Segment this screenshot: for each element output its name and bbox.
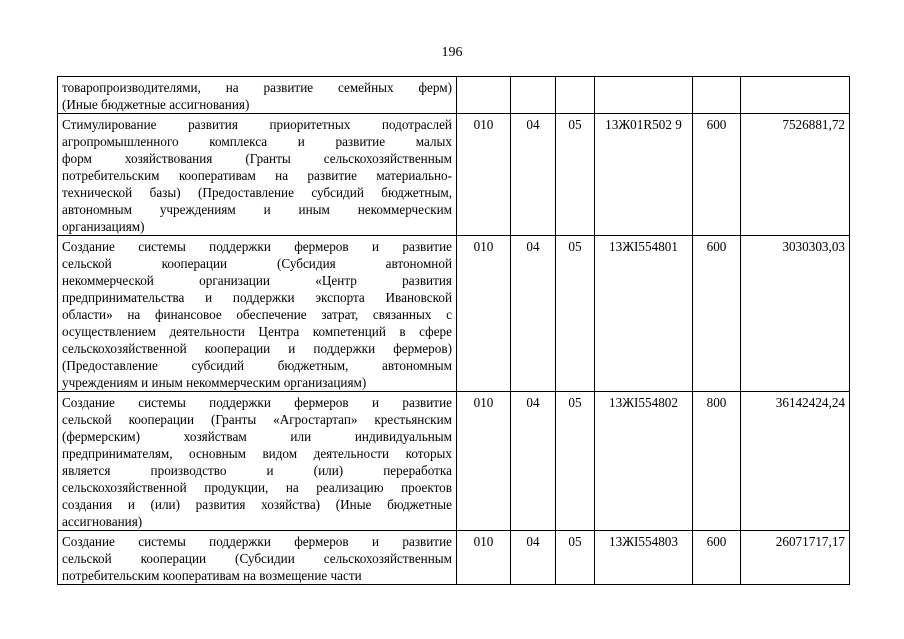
description-line: предпринимательства и поддержки экспорта Ивановской (62, 290, 452, 305)
table-row (58, 392, 850, 531)
description-line: потребительским кооперативам на возмещение части (62, 568, 362, 583)
admin-code-cell: 010 (457, 392, 511, 531)
section-cell: 04 (511, 392, 556, 531)
description-line: Создание системы поддержки фермеров и развитие (62, 239, 452, 254)
target-article-cell: 13Ж01R502 9 (595, 114, 693, 236)
description-cell (58, 114, 457, 236)
description-line: области» на финансовое обеспечение затрат, связанных с (62, 307, 452, 322)
description-cell (58, 392, 457, 531)
description-line: учреждениям и иным некоммерческим организациям) (62, 375, 367, 390)
amount-cell: 36142424,24 (741, 392, 850, 531)
expense-type-cell: 600 (693, 236, 741, 392)
amount-cell: 3030303,03 (741, 236, 850, 392)
amount-cell: 26071717,17 (741, 531, 850, 585)
description-line: технической базы) (Предоставление субсидий бюджетным, (62, 185, 452, 200)
table-row (58, 114, 850, 236)
section-cell: 04 (511, 114, 556, 236)
description-line: сельской кооперации (Гранты «Агростартап» крестьянским (62, 412, 452, 427)
description-line: организациям) (62, 219, 145, 234)
table-row (58, 236, 850, 392)
description-line: сельской кооперации (Субсидия автономной (62, 256, 452, 271)
description-line: форм хозяйствования (Гранты сельскохозяйственным (62, 151, 452, 166)
description-line: товаропроизводителями, на развитие семейных ферм) (62, 80, 452, 95)
subsection-cell: 05 (556, 531, 595, 585)
admin-code-cell: 010 (457, 114, 511, 236)
page-number: 196 (441, 45, 463, 60)
description-line: является производство и (или) переработка (62, 463, 452, 478)
target-article-cell: 13ЖI554802 (595, 392, 693, 531)
description-line: агропромышленного комплекса и развитие малых (62, 134, 452, 149)
subsection-cell: 05 (556, 236, 595, 392)
description-cell (58, 531, 457, 585)
admin-code-cell: 010 (457, 236, 511, 392)
description-line: (фермерским) хозяйствам или индивидуальным (62, 429, 452, 444)
amount-cell (741, 77, 850, 114)
table-row (58, 77, 850, 114)
description-line: осуществлением деятельности Центра компетенций в сфере (62, 324, 452, 339)
section-cell: 04 (511, 236, 556, 392)
description-cell (58, 77, 457, 114)
expense-type-cell: 800 (693, 392, 741, 531)
subsection-cell: 05 (556, 114, 595, 236)
description-line: сельской кооперации (Субсидии сельскохозяйственным (62, 551, 452, 566)
admin-code-cell: 010 (457, 531, 511, 585)
description-line: создания и (или) развития хозяйства) (Иные бюджетные (62, 497, 452, 512)
description-line: (Предоставление субсидий бюджетным, автономным (62, 358, 452, 373)
description-line: предпринимателям, основным видом деятельности которых (62, 446, 452, 461)
description-line: Стимулирование развития приоритетных подотраслей (62, 117, 452, 132)
target-article-cell (595, 77, 693, 114)
description-line: сельскохозяйственной продукции, на реализацию проектов (62, 480, 452, 495)
description-line: Создание системы поддержки фермеров и развитие (62, 534, 452, 549)
admin-code-cell (457, 77, 511, 114)
expense-type-cell: 600 (693, 114, 741, 236)
subsection-cell (556, 77, 595, 114)
subsection-cell: 05 (556, 392, 595, 531)
description-line: сельскохозяйственной кооперации и поддержки фермеров) (62, 341, 452, 356)
description-line: потребительским кооперативам на развитие материально- (62, 168, 452, 183)
section-cell (511, 77, 556, 114)
target-article-cell: 13ЖI554801 (595, 236, 693, 392)
expense-type-cell: 600 (693, 531, 741, 585)
description-line: Создание системы поддержки фермеров и развитие (62, 395, 452, 410)
description-cell (58, 236, 457, 392)
amount-cell: 7526881,72 (741, 114, 850, 236)
description-line: автономным учреждениям и иным некоммерческим (62, 202, 452, 217)
table-row (58, 531, 850, 585)
expense-type-cell (693, 77, 741, 114)
target-article-cell: 13ЖI554803 (595, 531, 693, 585)
description-line: (Иные бюджетные ассигнования) (62, 97, 250, 112)
budget-table (57, 76, 850, 585)
description-line: ассигнования) (62, 514, 143, 529)
description-line: некоммерческой организации «Центр развития (62, 273, 452, 288)
section-cell: 04 (511, 531, 556, 585)
